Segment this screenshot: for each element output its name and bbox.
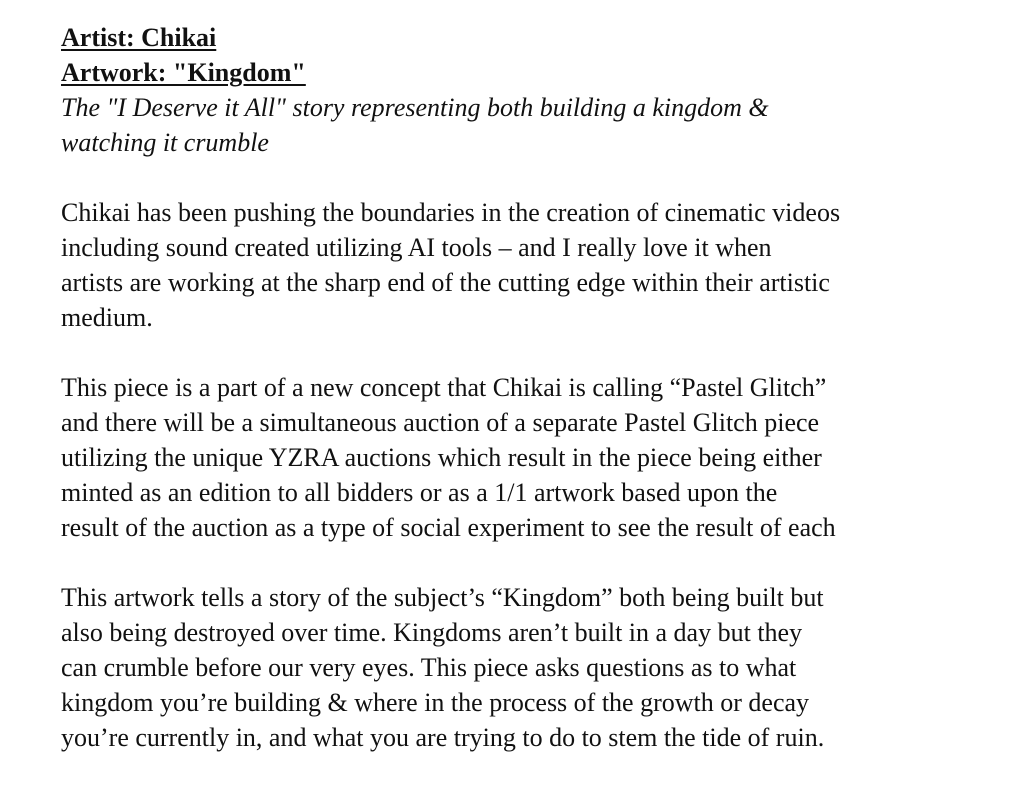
paragraph-line: including sound created utilizing AI tools – and I really love it when: [61, 233, 772, 262]
paragraph-line: Chikai has been pushing the boundaries in the creation of cinematic videos: [61, 198, 841, 227]
artwork-heading: Artwork: "Kingdom": [61, 58, 306, 87]
tagline-line: The "I Deserve it All" story representing both building a kingdom &: [61, 93, 769, 122]
paragraph-line: minted as an edition to all bidders or as a 1/1 artwork based upon the: [61, 478, 778, 507]
paragraph-intro: [61, 195, 1021, 335]
paragraph-line: kingdom you’re building & where in the process of the growth or decay: [61, 688, 810, 717]
document: [61, 20, 1021, 755]
paragraph-line: also being destroyed over time. Kingdoms aren’t built in a day but they: [61, 618, 803, 647]
paragraph-line: can crumble before our very eyes. This piece asks questions as to what: [61, 653, 797, 682]
paragraph-line: result of the auction as a type of social experiment to see the result of each: [61, 513, 836, 542]
paragraph-line: medium.: [61, 303, 153, 332]
tagline: [61, 90, 1021, 160]
paragraph-story: [61, 580, 1021, 755]
tagline-line: watching it crumble: [61, 128, 269, 157]
paragraph-line: you’re currently in, and what you are trying to do to stem the tide of ruin.: [61, 723, 825, 752]
artist-heading: Artist: Chikai: [61, 23, 217, 52]
paragraph-line: and there will be a simultaneous auction of a separate Pastel Glitch piece: [61, 408, 820, 437]
paragraph-line: This artwork tells a story of the subject’s “Kingdom” both being built but: [61, 583, 824, 612]
paragraph-line: utilizing the unique YZRA auctions which result in the piece being either: [61, 443, 822, 472]
paragraph-line: artists are working at the sharp end of the cutting edge within their artistic: [61, 268, 830, 297]
paragraph-line: This piece is a part of a new concept that Chikai is calling “Pastel Glitch”: [61, 373, 827, 402]
paragraph-concept: [61, 370, 1021, 545]
